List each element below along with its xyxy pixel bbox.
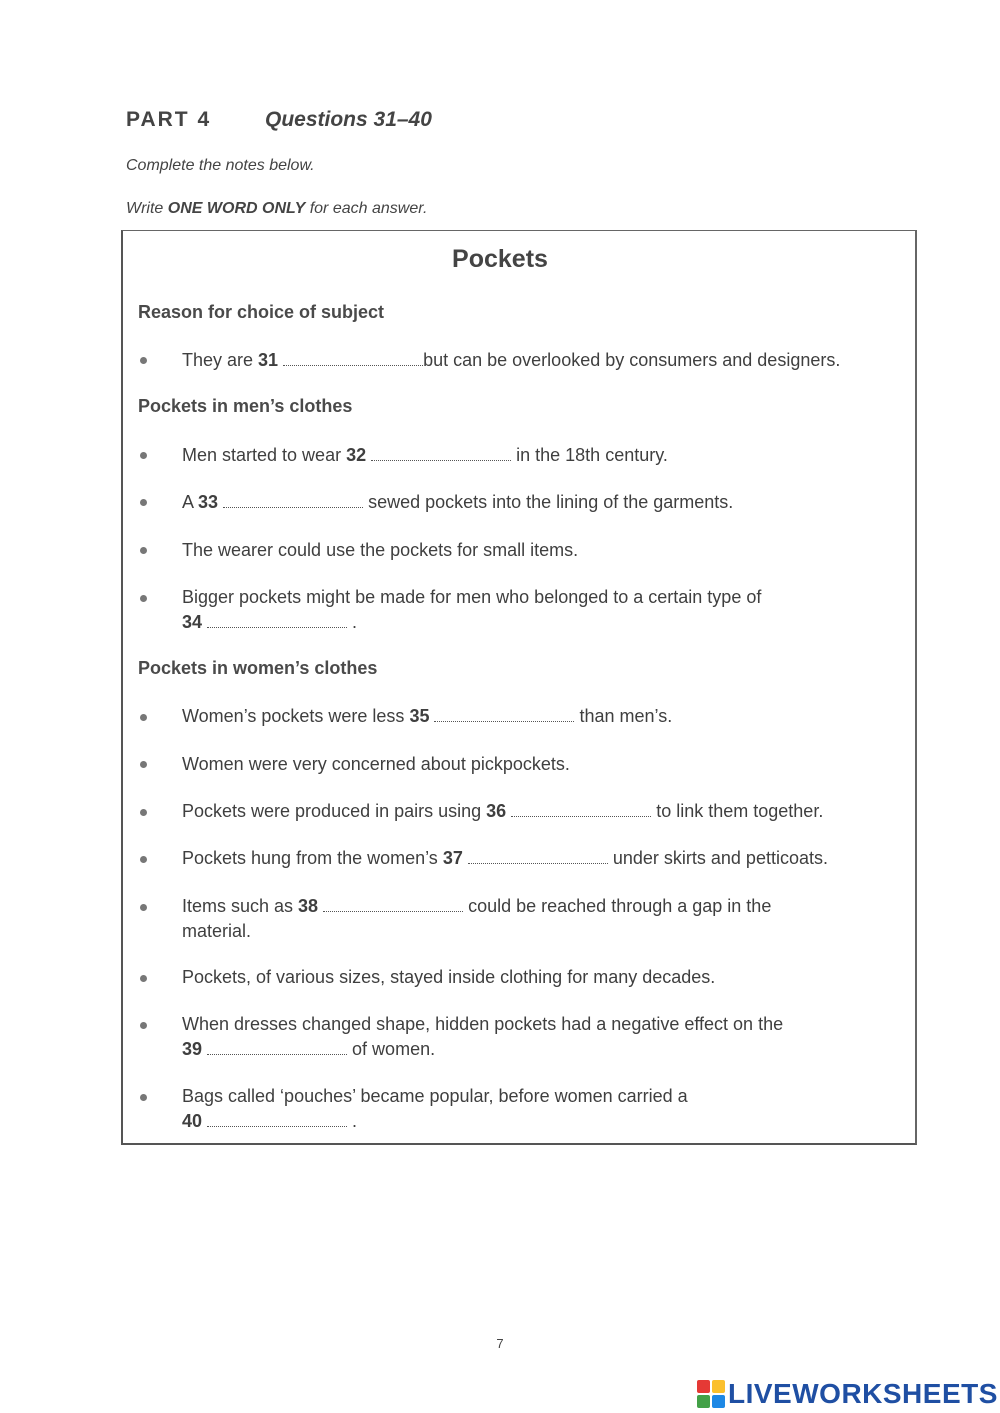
section-heading-reason: Reason for choice of subject — [138, 302, 385, 322]
note-item-pickpockets: Women were very concerned about pickpockets. — [182, 754, 570, 774]
section-heading-women: Pockets in women’s clothes — [138, 658, 378, 678]
bullet-icon — [140, 357, 147, 364]
question-number: 40 — [182, 1111, 203, 1131]
part-heading: PART 4 — [126, 108, 212, 131]
question-number: 32 — [346, 445, 367, 465]
note-item-40: Bags called ‘pouches’ became popular, before women carried a 40 . — [182, 1086, 688, 1131]
note-item-31: They are 31 but can be overlooked by consumers and designers. — [182, 350, 841, 370]
bullet-icon — [140, 856, 147, 863]
note-item-39: When dresses changed shape, hidden pockets had a negative effect on the 39 of women. — [182, 1014, 784, 1059]
question-number: 37 — [442, 848, 463, 868]
notes-title: Pockets — [452, 245, 548, 273]
question-number: 35 — [409, 706, 430, 726]
logo-square — [697, 1395, 710, 1408]
bullet-icon — [140, 547, 147, 554]
note-item-38: Items such as 38 could be reached through a gap in the material. — [182, 896, 772, 941]
bullet-icon — [140, 975, 147, 982]
note-item-34: Bigger pockets might be made for men who belonged to a certain type of 34 . — [182, 587, 762, 632]
bullet-icon — [140, 714, 147, 721]
answer-gap-38[interactable] — [323, 910, 463, 912]
logo-text: LIVEWORKSHEETS — [728, 1378, 998, 1409]
logo-square — [697, 1380, 710, 1393]
bullet-icon — [140, 809, 147, 816]
question-number: 33 — [198, 492, 219, 512]
note-item-37: Pockets hung from the women’s 37 under skirts and petticoats. — [182, 848, 828, 868]
bullet-icon — [140, 761, 147, 768]
bullet-icon — [140, 1022, 147, 1029]
question-number: 39 — [182, 1039, 203, 1059]
note-item-33: A 33 sewed pockets into the lining of the garments. — [182, 492, 734, 512]
answer-gap-33[interactable] — [223, 506, 363, 508]
instruction-word-limit: Write ONE WORD ONLY for each answer. — [126, 200, 428, 217]
logo-square — [712, 1380, 725, 1393]
bullet-icon — [140, 499, 147, 506]
logo-square — [712, 1395, 725, 1408]
answer-gap-34[interactable] — [207, 626, 347, 628]
answer-gap-39[interactable] — [207, 1053, 347, 1055]
page-number: 7 — [496, 1336, 504, 1351]
answer-gap-32[interactable] — [371, 459, 511, 461]
question-number: 34 — [182, 612, 203, 632]
note-item-small-items: The wearer could use the pockets for small items. — [182, 540, 579, 560]
logo-mark-icon — [697, 1380, 725, 1408]
word-limit-emphasis: ONE WORD ONLY — [167, 200, 306, 217]
bullet-icon — [140, 452, 147, 459]
answer-gap-36[interactable] — [511, 815, 651, 817]
note-item-36: Pockets were produced in pairs using 36 to link them together. — [182, 801, 824, 821]
note-item-32: Men started to wear 32 in the 18th century. — [182, 445, 668, 465]
bullet-icon — [140, 595, 147, 602]
question-number: 36 — [486, 801, 507, 821]
section-heading-men: Pockets in men’s clothes — [138, 396, 353, 416]
questions-heading: Questions 31–40 — [265, 108, 432, 131]
note-item-35: Women’s pockets were less 35 than men’s. — [182, 706, 673, 726]
instruction-complete: Complete the notes below. — [126, 157, 315, 174]
answer-gap-31[interactable] — [283, 364, 423, 366]
question-number: 38 — [298, 896, 319, 916]
answer-gap-37[interactable] — [468, 862, 608, 864]
answer-gap-35[interactable] — [434, 720, 574, 722]
question-number: 31 — [258, 350, 279, 370]
note-item-decades: Pockets, of various sizes, stayed inside clothing for many decades. — [182, 967, 716, 987]
bullet-icon — [140, 904, 147, 911]
answer-gap-40[interactable] — [207, 1125, 347, 1127]
bullet-icon — [140, 1094, 147, 1101]
liveworksheets-logo — [697, 1378, 998, 1410]
